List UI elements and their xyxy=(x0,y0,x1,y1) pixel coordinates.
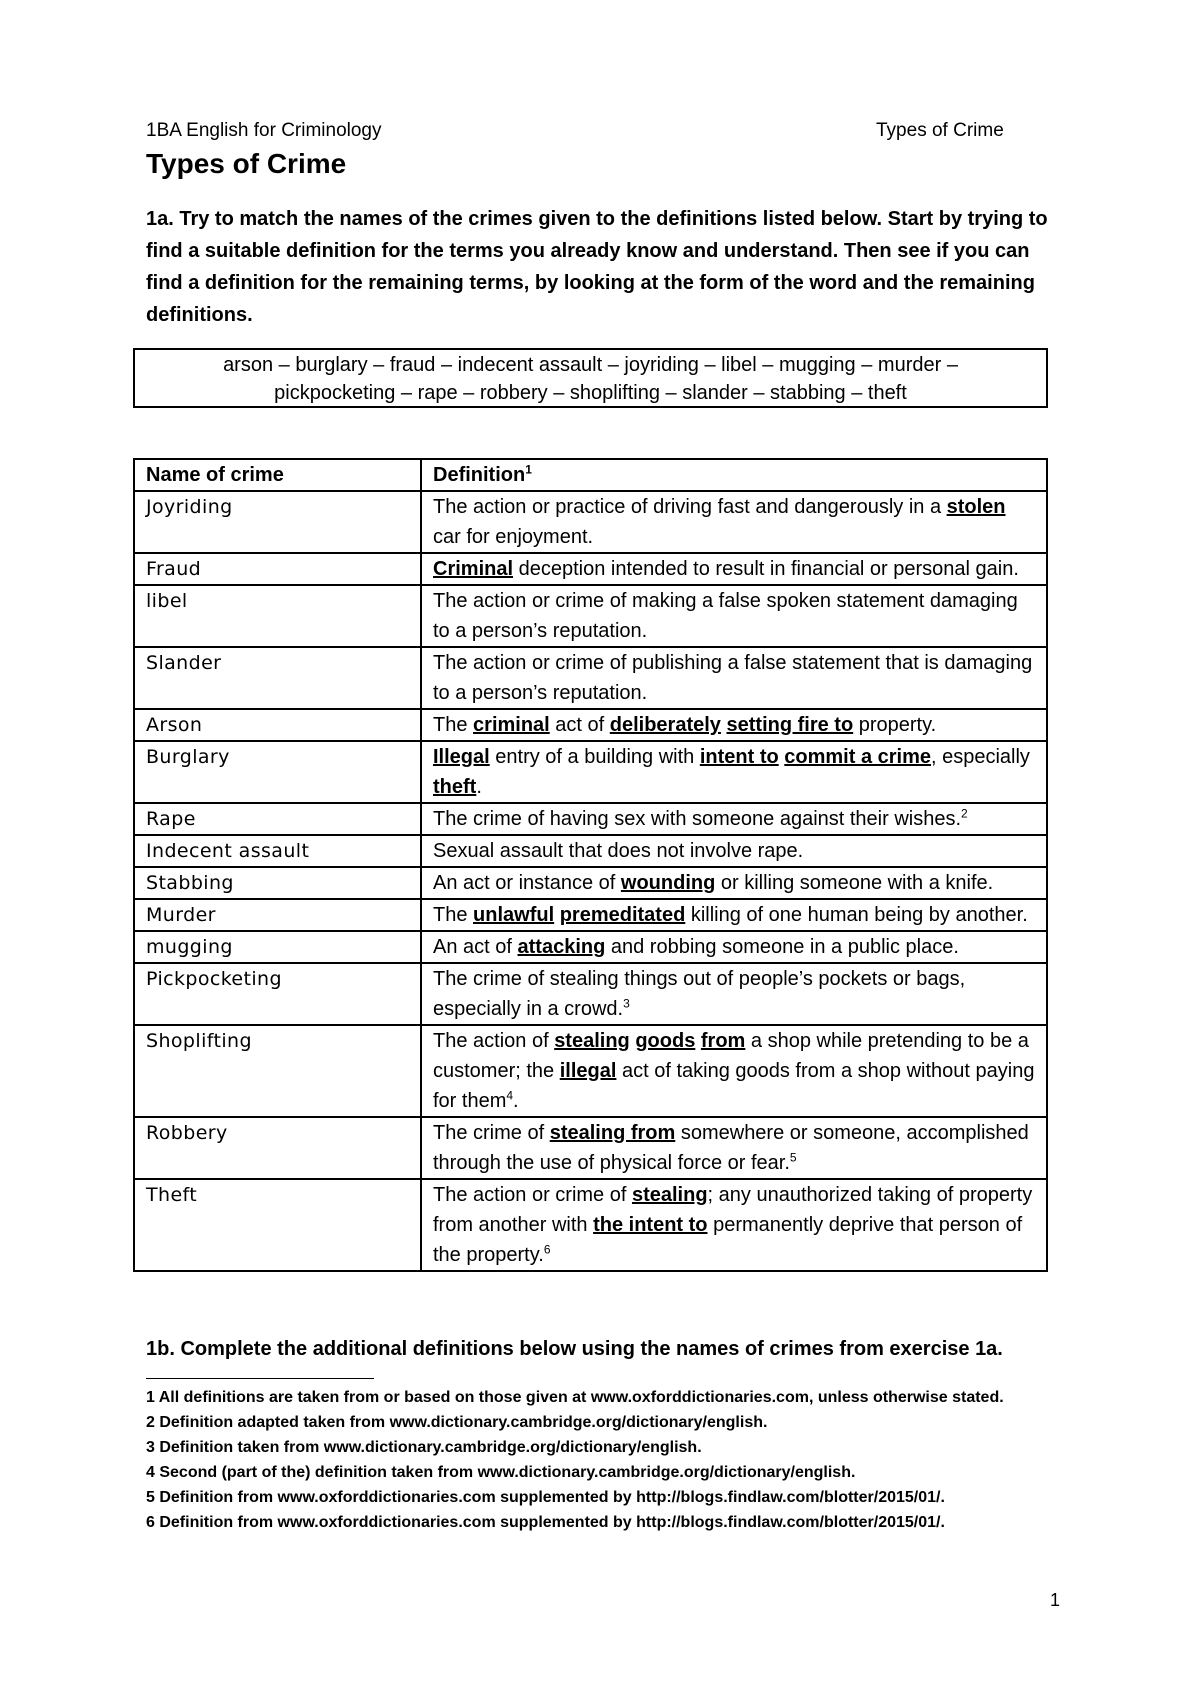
footnote-ref: 4 xyxy=(506,1088,514,1103)
crime-definition-cell: Sexual assault that does not involve rape. xyxy=(421,835,1047,867)
footnote-item: 4 Second (part of the) definition taken from www.dictionary.cambridge.org/dictionary/english. xyxy=(146,1464,856,1481)
key-term: goods xyxy=(635,1030,696,1052)
key-term: attacking xyxy=(517,936,606,958)
crime-definition-cell: The crime of having sex with someone against their wishes.$^2$ xyxy=(421,803,1047,835)
crime-name-cell: Robbery xyxy=(134,1117,421,1179)
table-row xyxy=(134,1025,1047,1117)
footnote-item: 6 Definition from www.oxforddictionaries.com supplemented by http://blogs.findlaw.com/blotter/2015/01/. xyxy=(146,1514,945,1531)
table-row xyxy=(134,585,1047,647)
table-row xyxy=(134,741,1047,803)
crime-name-cell: Indecent assault xyxy=(134,835,421,867)
table-row xyxy=(134,709,1047,741)
crime-definition-cell: An act or instance of wounding or killing someone with a knife. xyxy=(421,867,1047,899)
crime-name-cell: Pickpocketing xyxy=(134,963,421,1025)
header-topic: Types of Crime xyxy=(876,120,1004,141)
crime-name-cell: Joyriding xyxy=(134,491,421,553)
footnote-ref: 3 xyxy=(623,996,630,1011)
footnote-item: 3 Definition taken from www.dictionary.cambridge.org/dictionary/english. xyxy=(146,1439,702,1456)
header-course: 1BA English for Criminology xyxy=(146,120,382,141)
key-term: stealing from xyxy=(549,1122,676,1144)
footnote-ref: 5 xyxy=(789,1150,797,1165)
key-term: intent to xyxy=(699,746,779,768)
instruction-1a: 1a. Try to match the names of the crimes given to the definitions listed below. Start by trying to find a suitable definition for the terms you already know and understand. Then see if you can find a definition for the remaining terms, by looking at the form of the word and the remaining definitions. xyxy=(146,208,1048,326)
crime-name-cell: Slander xyxy=(134,647,421,709)
crime-definition-cell: Illegal entry of a building with intent to commit a crime, especially theft. xyxy=(421,741,1047,803)
crime-name-cell: Murder xyxy=(134,899,421,931)
instruction-1b: 1b. Complete the additional definitions below using the names of crimes from exercise 1a. xyxy=(146,1338,1003,1360)
table-row xyxy=(134,899,1047,931)
table-row xyxy=(134,491,1047,553)
crime-name-cell: libel xyxy=(134,585,421,647)
key-term: stealing xyxy=(554,1030,630,1052)
key-term: unlawful xyxy=(473,904,555,926)
key-term: stealing xyxy=(631,1184,708,1206)
crime-name-cell: Arson xyxy=(134,709,421,741)
footnote-item: 2 Definition adapted taken from www.dictionary.cambridge.org/dictionary/english. xyxy=(146,1414,768,1431)
crime-name-cell: Fraud xyxy=(134,553,421,585)
footnote-ref: 1 xyxy=(525,462,532,477)
footnote-divider xyxy=(146,1378,374,1379)
crime-name-cell: Rape xyxy=(134,803,421,835)
key-term: the intent to xyxy=(593,1214,708,1236)
key-term: theft xyxy=(433,776,477,798)
column-header-definition xyxy=(421,459,1047,491)
footnotes xyxy=(146,1385,1046,1535)
footnote-ref: 6 xyxy=(543,1242,551,1257)
table-row xyxy=(134,931,1047,963)
crime-name-cell: Stabbing xyxy=(134,867,421,899)
table-row xyxy=(134,553,1047,585)
table-row xyxy=(134,647,1047,709)
crime-definition-cell: The action or crime of stealing; any unauthorized taking of property from another with the intent to permanently deprive that person of the property.$^6$ xyxy=(421,1179,1047,1271)
crime-definition-cell: The criminal act of deliberately setting fire to property. xyxy=(421,709,1047,741)
table-row xyxy=(134,835,1047,867)
key-term: wounding xyxy=(620,872,716,894)
key-term: illegal xyxy=(559,1060,617,1082)
key-term: stolen xyxy=(946,496,1006,518)
footnote-ref: 2 xyxy=(961,806,968,821)
table-row xyxy=(134,1117,1047,1179)
crime-definition-cell: The crime of stealing things out of people’s pockets or bags, especially in a crowd.$^3$ xyxy=(421,963,1047,1025)
table-row xyxy=(134,963,1047,1025)
footnote-item: 5 Definition from www.oxforddictionaries.com supplemented by http://blogs.findlaw.com/blotter/2015/01/. xyxy=(146,1489,945,1506)
word-box-line-1: arson – burglary – fraud – indecent assault – joyriding – libel – mugging – murder – xyxy=(223,354,958,376)
page-number: 1 xyxy=(1050,1590,1061,1610)
key-term: setting fire to xyxy=(726,714,854,736)
key-term: Illegal xyxy=(433,746,490,768)
crime-definition-cell: Criminal deception intended to result in financial or personal gain. xyxy=(421,553,1047,585)
table-row xyxy=(134,803,1047,835)
table-row xyxy=(134,867,1047,899)
column-header-definition-label: Definition xyxy=(433,464,526,486)
crime-definition-cell: The crime of stealing from somewhere or someone, accomplished through the use of physical force or fear.$^5$ xyxy=(421,1117,1047,1179)
crime-definition-cell: The action or crime of making a false spoken statement damaging to a person’s reputation. xyxy=(421,585,1047,647)
page-title: Types of Crime xyxy=(146,148,347,179)
key-term: from xyxy=(700,1030,746,1052)
crime-name-cell: mugging xyxy=(134,931,421,963)
crime-name-cell: Shoplifting xyxy=(134,1025,421,1117)
crime-definitions-table xyxy=(133,458,1048,1272)
table-row xyxy=(134,1179,1047,1271)
table-header-row xyxy=(134,459,1047,491)
crime-definition-cell: The action of stealing goods from a shop while pretending to be a customer; the illegal act of taking goods from a shop without paying for them$^4$. xyxy=(421,1025,1047,1117)
crime-definition-cell: The action or practice of driving fast and dangerously in a stolen car for enjoyment. xyxy=(421,491,1047,553)
word-box-line-2: pickpocketing – rape – robbery – shoplifting – slander – stabbing – theft xyxy=(274,382,907,404)
key-term: Criminal xyxy=(433,558,514,580)
key-term: deliberately xyxy=(609,714,721,736)
column-header-name: Name of crime xyxy=(134,459,421,491)
crime-name-cell: Theft xyxy=(134,1179,421,1271)
key-term: criminal xyxy=(473,714,550,736)
footnote-item: 1 All definitions are taken from or based on those given at www.oxforddictionaries.com, unless otherwise stated. xyxy=(146,1389,1004,1406)
crime-name-cell: Burglary xyxy=(134,741,421,803)
key-term: premeditated xyxy=(559,904,686,926)
crime-definition-cell: An act of attacking and robbing someone in a public place. xyxy=(421,931,1047,963)
crime-definition-cell: The unlawful premeditated killing of one human being by another. xyxy=(421,899,1047,931)
crime-definition-cell: The action or crime of publishing a false statement that is damaging to a person’s reputation. xyxy=(421,647,1047,709)
key-term: commit a crime xyxy=(784,746,931,768)
crime-word-box xyxy=(133,348,1048,408)
